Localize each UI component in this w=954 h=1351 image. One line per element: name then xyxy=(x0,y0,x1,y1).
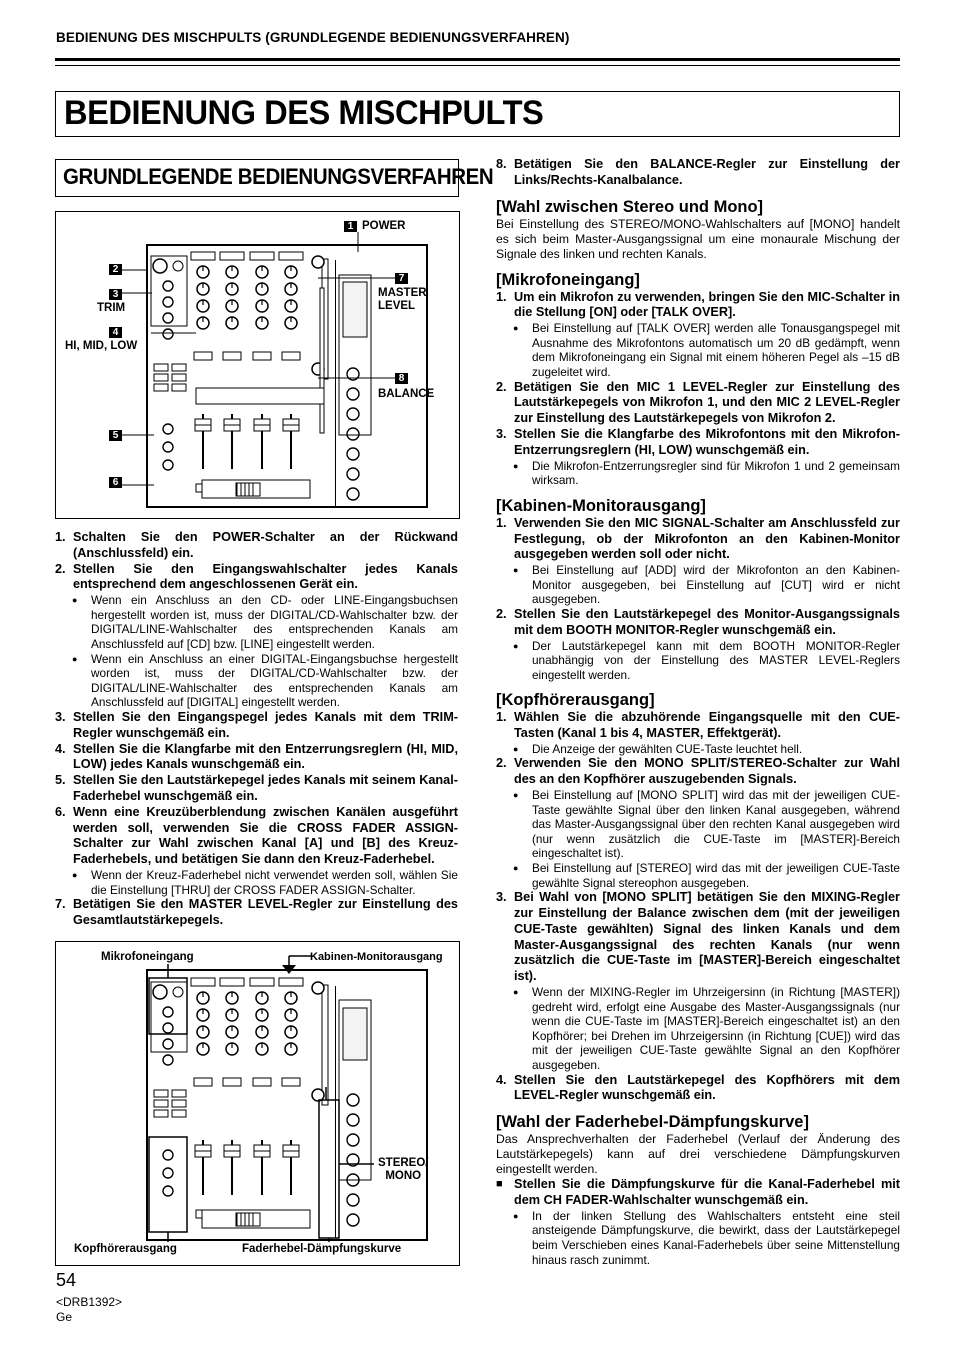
mixer-illustration-1 xyxy=(56,212,459,518)
kopf-step-4: 4. Stellen Sie den Lautstärkepegel des Kopfhörers mit dem LEVEL-Regler wunschgemäß ein. xyxy=(496,1072,900,1103)
label-power: POWER xyxy=(362,220,406,232)
left-column xyxy=(55,530,458,929)
step-6-note: ● Wenn der Kreuz-Faderhebel nicht verwendet werden soll, wählen Sie die Einstellung [THRU] der CROSS FADER ASSIGN-Schalter. xyxy=(55,868,458,897)
kopf-step-2: 2. Verwenden Sie den MONO SPLIT/STEREO-Schalter zur Wahl des an den Kopfhörer auszugebenden Signals. xyxy=(496,756,900,787)
label-trim: TRIM xyxy=(97,302,126,314)
kopf-step-1-note: ● Die Anzeige der gewählten CUE-Taste leuchtet hell. xyxy=(496,742,900,757)
badge-6: 6 xyxy=(109,477,122,488)
label-faderkurve: Faderhebel-Dämpfungskurve xyxy=(242,1243,402,1255)
kopf-step-3: 3. Bei Wahl von [MONO SPLIT] betätigen Sie den MIXING-Regler zur Einstellung der Balance zwischen dem (mit der jeweiligen CUE-Taste gewählten) Signal des linken Kanals und dem Master-Ausgangssignal des rechten Kanals (nur wenn zusätzlich die CUE-Taste im [MASTER]-Bereich eingeschaltet ist). xyxy=(496,890,900,984)
mic-step-3-note: ● Die Mikrofon-Entzerrungsregler sind für Mikrofon 1 und 2 gemeinsam wirksam. xyxy=(496,459,900,488)
kopf-step-1: 1. Wählen Sie die abzuhörende Eingangsquelle mit den CUE-Tasten (Kanal 1 bis 4, MASTER, Effektgerät). xyxy=(496,710,900,741)
step-7: 7. Betätigen Sie den MASTER LEVEL-Regler zur Einstellung des Gesamtlautstärkepegels. xyxy=(55,897,458,927)
para-faderkurve: Das Ansprechverhalten der Faderhebel (Verlauf der Änderung des Lautstärkepegels) kann auf drei verschiedene Dämpfungskurven eingestellt werden. xyxy=(496,1132,900,1177)
mixer-figure-1 xyxy=(55,211,460,519)
label-balance: BALANCE xyxy=(378,388,435,400)
mic-step-1-note: ● Bei Einstellung auf [TALK OVER] werden alle Tonausgangspegel mit Ausnahme des Mikrofontons automatisch um 20 dB gedämpft, wenn dem Mikrofoneingang ein Signal mit einem höheren Pegel als –15 dB zugeleitet wird. xyxy=(496,321,900,379)
step-8: 8. Betätigen Sie den BALANCE-Regler zur Einstellung der Links/Rechts-Kanalbalance. xyxy=(496,157,900,187)
label-hi-mid-low: HI, MID, LOW xyxy=(65,340,138,352)
heading-stereo-mono: [Wahl zwischen Stereo und Mono] xyxy=(496,197,764,216)
heading-kopfhoerer: [Kopfhörerausgang] xyxy=(496,691,655,710)
kopf-step-2-note-1: ● Bei Einstellung auf [MONO SPLIT] wird das mit der jeweiligen CUE-Taste gewählte Signal über den linken Kanal ausgegeben, während das Master-Ausgangssignal über den rechten Kanal ausgegeben wird (nur wenn zusätzlich die CUE-Taste im [MASTER]-Bereich eingeschaltet ist). xyxy=(496,788,900,861)
label-kopfhoererausgang: Kopfhörerausgang xyxy=(74,1243,177,1255)
subtitle-box xyxy=(55,159,494,197)
step-4: 4. Stellen Sie die Klangfarbe mit den Entzerrungsreglern (HI, MID, LOW) jedes Kanals wunschgemäß ein. xyxy=(55,741,458,772)
kab-step-1: 1. Verwenden Sie den MIC SIGNAL-Schalter am Anschlussfeld zur Festlegung, ob der Mikrofonton an den Kabinen-Monitor ausgegeben werden soll oder nicht. xyxy=(496,515,900,562)
right-column xyxy=(496,157,900,1267)
mic-step-3: 3. Stellen Sie die Klangfarbe des Mikrofontons mit den Mikrofon-Entzerrungsreglern (HI, LOW) wunschgemäß ein. xyxy=(496,426,900,457)
badge-4: 4 xyxy=(109,327,122,338)
mic-step-2: 2. Betätigen Sie den MIC 1 LEVEL-Regler zur Einstellung des Lautstärkepegels von Mikrofon 1, und den MIC 2 LEVEL-Regler zur Einstellung des Lautstärkepegels von Mikrofon 2. xyxy=(496,379,900,426)
step-6: 6. Wenn eine Kreuzüberblendung zwischen Kanälen ausgeführt werden soll, verwenden Sie die CROSS FADER ASSIGN-Schalter zur Wahl zwischen Kanal [A] und [B] des Kreuz-Faderhebels, und betätigen Sie dann den Kreuz-Faderhebel. xyxy=(55,804,458,867)
main-title-box xyxy=(55,91,900,137)
mixer-figure-2 xyxy=(55,941,460,1266)
kab-step-2-note: ● Der Lautstärkepegel kann mit dem BOOTH MONITOR-Regler unabhängig von der Einstellung des MASTER LEVEL-Reglers eingestellt werden. xyxy=(496,639,900,683)
badge-7: 7 xyxy=(395,273,408,284)
step-2-note-2: ● Wenn ein Anschluss an einer DIGITAL-Eingangsbuchse hergestellt worden ist, muss der DIGITAL/CD-Wahlschalter bzw. der DIGITAL/LINE-Wahlschalter des entsprechenden Kanals am Anschlussfeld auf [DIGITAL] eingestellt werden. xyxy=(55,652,458,710)
fader-note: ● In der linken Stellung des Wahlschalters entsteht eine steil ansteigende Dämpfungskurve, die bewirkt, dass der Lautstärkepegel beim Verschieben eines Kanal-Faderhebels über seine Mittenstellung hinaus rasch zunimmt. xyxy=(496,1209,900,1267)
label-mikrofoneingang: Mikrofoneingang xyxy=(101,951,194,963)
subtitle: GRUNDLEGENDE BEDIENUNGSVERFAHREN xyxy=(63,164,494,189)
label-master-level: MASTER LEVEL xyxy=(378,287,427,312)
heading-kabinen: [Kabinen-Monitorausgang] xyxy=(496,496,706,515)
badge-1: 1 xyxy=(344,221,357,232)
kopf-step-3-note: ● Wenn der MIXING-Regler im Uhrzeigersinn (in Richtung [MASTER]) gedreht wird, erfolgt eine Ausgabe des Master-Ausgangssignals (nur wenn die CUE-Taste im [MASTER]-Bereich eingeschaltet ist) an den Kopfhörer; bei Drehen im Uhrzeigersinn (in Richtung [CUE]) wird das mit der jeweiligen CUE-Taste gewählte Signal an den Kopfhörer ausgegeben. xyxy=(496,985,900,1073)
heading-faderkurve: [Wahl der Faderhebel-Dämpfungskurve] xyxy=(496,1113,809,1132)
badge-5: 5 xyxy=(109,430,122,441)
step-2-note-1: ● Wenn ein Anschluss an den CD- oder LINE-Eingangsbuchsen hergestellt worden ist, muss der DIGITAL/CD-Wahlschalter bzw. der DIGITAL/LINE-Wahlschalter des entsprechenden Kanals am Anschlussfeld auf [CD] bzw. [LINE] eingestellt werden. xyxy=(55,593,458,651)
running-title: BEDIENUNG DES MISCHPULTS (GRUNDLEGENDE BEDIENUNGSVERFAHREN) xyxy=(56,30,570,45)
mixer-illustration-2 xyxy=(56,942,459,1265)
page-number: 54 xyxy=(56,1270,77,1290)
fader-instruction: ■ Stellen Sie die Dämpfungskurve für die Kanal-Faderhebel mit dem CH FADER-Wahlschalter wunschgemäß ein. xyxy=(496,1177,900,1209)
kab-step-2: 2. Stellen Sie den Lautstärkepegel des Monitor-Ausgangssignals mit dem BOOTH MONITOR-Regler wunschgemäß ein. xyxy=(496,606,900,637)
badge-8: 8 xyxy=(395,373,408,384)
label-kabinen-monitorausgang: Kabinen-Monitorausgang xyxy=(310,951,443,963)
step-1: 1. Schalten Sie den POWER-Schalter an der Rückwand (Anschlussfeld) ein. xyxy=(55,530,458,560)
kopf-step-2-note-2: ● Bei Einstellung auf [STEREO] wird das mit der jeweiligen CUE-Taste gewählte Signal stereophon ausgegeben. xyxy=(496,861,900,890)
header-rule-thin xyxy=(55,65,900,66)
step-5: 5. Stellen Sie den Lautstärkepegel jedes Kanals mit seinem Kanal-Faderhebel wunschgemäß ein. xyxy=(55,773,458,803)
mic-step-1: 1. Um ein Mikrofon zu verwenden, bringen Sie den MIC-Schalter in die Stellung [ON] oder [TALK OVER]. xyxy=(496,289,900,320)
badge-3: 3 xyxy=(109,289,122,300)
document-code: <DRB1392> Ge xyxy=(56,1295,123,1324)
main-title: BEDIENUNG DES MISCHPULTS xyxy=(64,94,544,132)
label-stereo-mono: STEREO/ MONO xyxy=(378,1157,429,1182)
heading-mikrofoneingang: [Mikrofoneingang] xyxy=(496,270,640,289)
header-rule xyxy=(55,58,900,61)
step-2: 2. Stellen Sie den Eingangswahlschalter jedes Kanals entsprechend dem angeschlossenen Gerät ein. xyxy=(55,561,458,592)
kab-step-1-note: ● Bei Einstellung auf [ADD] wird der Mikrofonton an den Kabinen-Monitor ausgegeben, bei Einstellung auf [CUT] wird er nicht ausgegeben. xyxy=(496,563,900,607)
step-3: 3. Stellen Sie den Eingangspegel jedes Kanals mit dem TRIM-Regler wunschgemäß ein. xyxy=(55,709,458,740)
badge-2: 2 xyxy=(109,264,122,275)
para-stereo-mono: Bei Einstellung des STEREO/MONO-Wahlschalters auf [MONO] handelt es sich beim Master-Ausgangssignal um eine monaurale Mischung der Signale des linken und rechten Kanals. xyxy=(496,216,900,261)
